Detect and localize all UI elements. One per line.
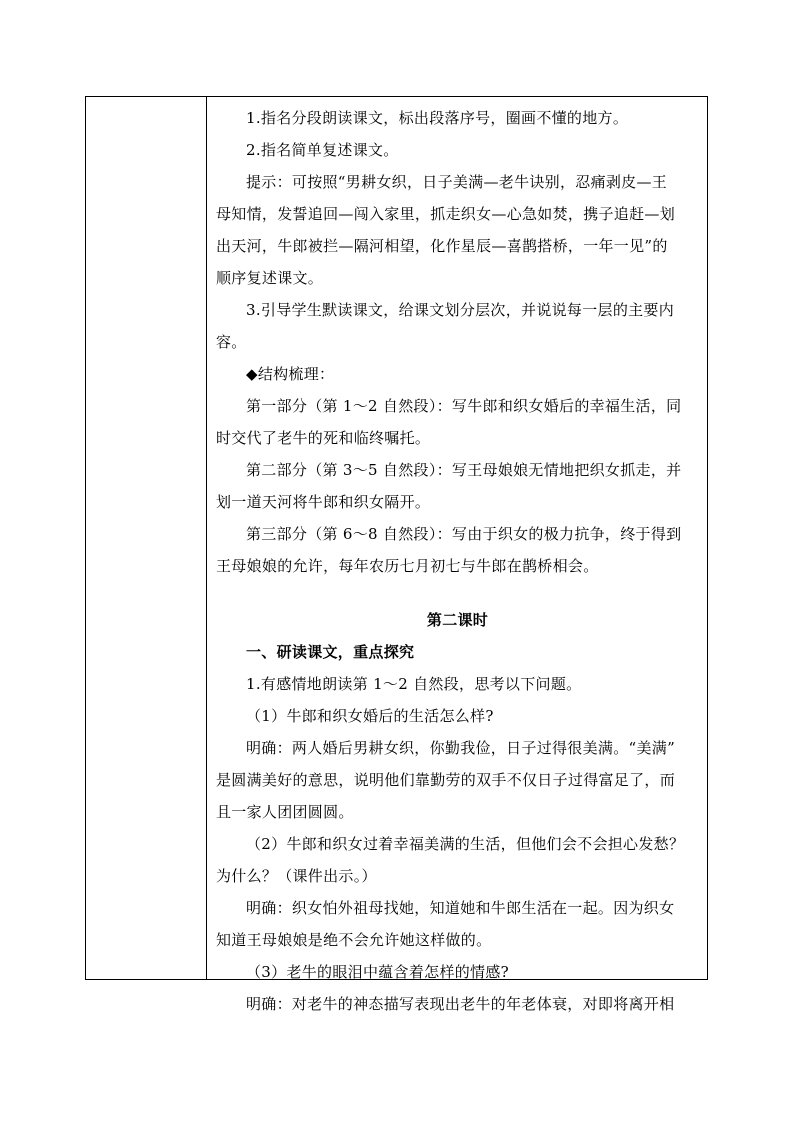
section-heading: 一、研读课文，重点探究 (246, 643, 415, 661)
text-line: 顺序复述课文。 (216, 269, 324, 287)
text-line: 明确：两人婚后男耕女织，你勤我俭，日子过得很美满。“美满” (246, 739, 676, 757)
text-line: 3.引导学生默读课文，给课文划分层次，并说说每一层的主要内 (246, 301, 675, 319)
text-line: 是圆满美好的意思，说明他们靠勤劳的双手不仅日子过得富足了，而 (216, 771, 676, 789)
text-line: 提示：可按照“男耕女织，日子美满—老牛诀别，忍痛剥皮—王 (246, 173, 668, 191)
text-line: 划一道天河将牛郎和织女隔开。 (216, 493, 431, 511)
text-line: 1.指名分段朗读课文，标出段落序号，圈画不懂的地方。 (246, 109, 629, 127)
text-line: 1.有感情地朗读第 1～2 自然段，思考以下问题。 (246, 675, 582, 693)
question-line: （3）老牛的眼泪中蕴含着怎样的情感? (246, 963, 509, 981)
text-line: 为什么？（课件出示。） (216, 867, 377, 885)
text-line: 且一家人团团圆圆。 (216, 803, 354, 821)
text-line: 第三部分（第 6～8 自然段）：写由于织女的极力抗争，终于得到 (246, 525, 682, 543)
blank-gap (216, 582, 699, 604)
text-line: 出天河，牛郎被拦—隔河相望，化作星辰—喜鹊搭桥，一年一见”的 (216, 237, 668, 255)
text-line: 第一部分（第 1～2 自然段）：写牛郎和织女婚后的幸福生活，同 (246, 397, 682, 415)
structure-heading: ◆结构梳理： (246, 365, 335, 383)
text-line: 知道王母娘娘是绝不会允许她这样做的。 (216, 931, 492, 949)
text-line: 2.指名简单复述课文。 (246, 141, 399, 159)
text-line: 明确：对老牛的神态描写表现出老牛的年老体衰，对即将离开相 (246, 995, 675, 1013)
text-line: 明确：织女怕外祖母找她，知道她和牛郎生活在一起。因为织女 (246, 899, 675, 917)
text-line: 第二部分（第 3～5 自然段）：写王母娘娘无情地把织女抓走，并 (246, 461, 682, 479)
text-line: 王母娘娘的允许，每年农历七月初七与牛郎在鹊桥相会。 (216, 557, 599, 575)
text-line: 时交代了老牛的死和临终嘱托。 (216, 429, 431, 447)
table-left-column (86, 97, 207, 979)
question-line: （1）牛郎和织女婚后的生活怎么样? (246, 707, 494, 725)
text-line: 母知情，发誓追回—闯入家里，抓走织女—心急如焚，携子追赶—划 (216, 205, 676, 223)
lesson-table (85, 96, 708, 1013)
table-right-column (207, 97, 707, 1013)
text-line: 容。 (216, 333, 247, 351)
question-line: （2）牛郎和织女过着幸福美满的生活，但他们会不会担心发愁？ (246, 835, 685, 853)
lesson-title: 第二课时 (426, 611, 489, 629)
